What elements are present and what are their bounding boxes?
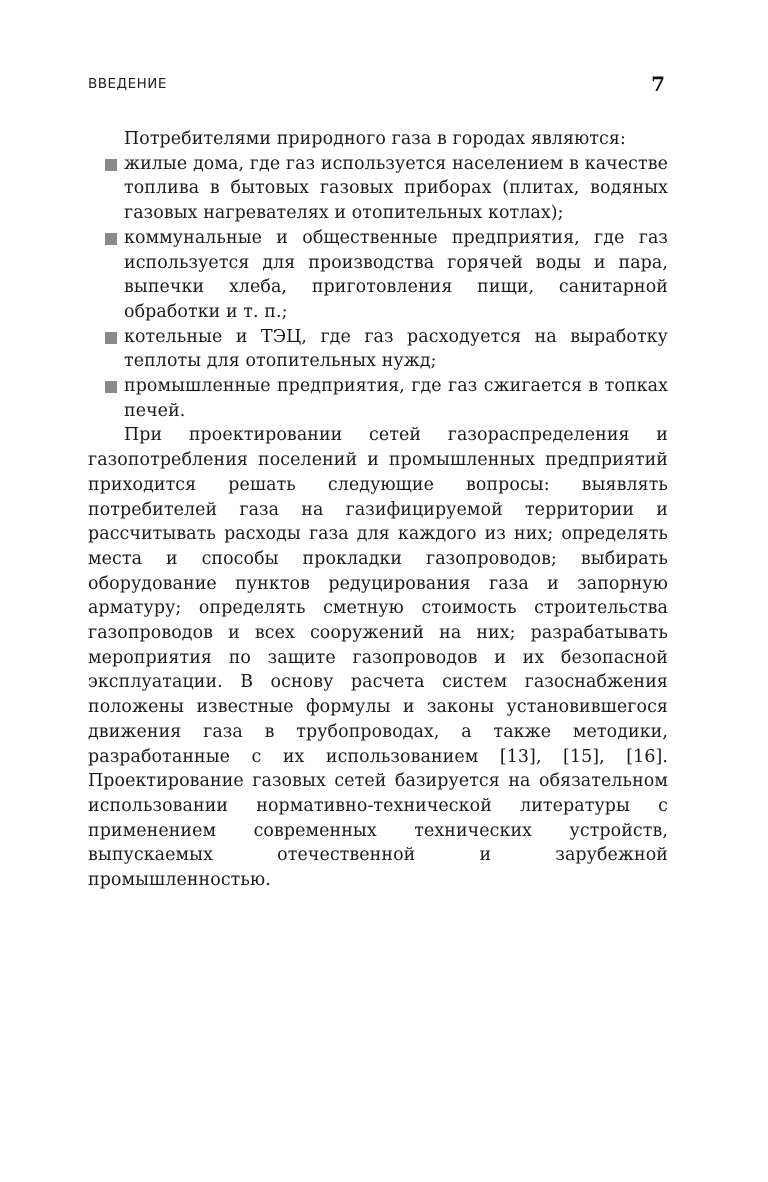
list-item-text: коммунальные и общественные предприятия, где газ используется для производства горячей воды и пара, выпечки хлеба, приготовления пищи, санитарной обработки и т. п.; xyxy=(124,227,668,322)
consumer-list xyxy=(88,152,668,424)
square-bullet-icon xyxy=(105,159,117,171)
list-item xyxy=(88,374,668,423)
running-head: ВВЕДЕНИЕ xyxy=(88,76,167,92)
list-item-text: промышленные предприятия, где газ сжигается в топках печей. xyxy=(124,376,668,421)
list-item xyxy=(88,226,668,325)
intro-paragraph: Потребителями природного газа в городах являются: xyxy=(124,129,626,149)
body-text xyxy=(88,127,668,893)
list-item-text: котельные и ТЭЦ, где газ расходуется на выработку теплоты для отопительных нужд; xyxy=(124,326,668,372)
square-bullet-icon xyxy=(105,332,117,344)
page-number: 7 xyxy=(651,72,665,96)
list-item xyxy=(88,152,668,226)
square-bullet-icon xyxy=(105,233,117,245)
list-item xyxy=(88,325,668,374)
main-paragraph: При проектировании сетей газораспределения и газопотребления поселений и промышленных предприятий приходится решать следующие вопросы: выявлять потребителей газа на газифицируемой территории и рассчитывать расходы газа для каждого из них; определять места и способы прокладки газопроводов; выбирать оборудование пунктов редуцирования газа и запорную арматуру; определять сметную стоимость строительства газопроводов и всех сооружений на них; разрабатывать мероприятия по защите газопроводов и их безопасной эксплуатации. В основу расчета систем газоснабжения положены известные формулы и законы установившегося движения газа в трубопроводах, а также методики, разработанные с их использованием [13], [15], [16]. Проектирование газовых сетей базируется на обязательном использовании нормативно-технической литературы с применением современных технических устройств, выпускаемых отечественной и зарубежной промышленностью. xyxy=(88,425,668,891)
list-item-text: жилые дома, где газ используется населением в качестве топлива в бытовых газовых приборах (плитах, водяных газовых нагревателях и отопительных котлах); xyxy=(124,153,668,224)
square-bullet-icon xyxy=(105,381,117,393)
